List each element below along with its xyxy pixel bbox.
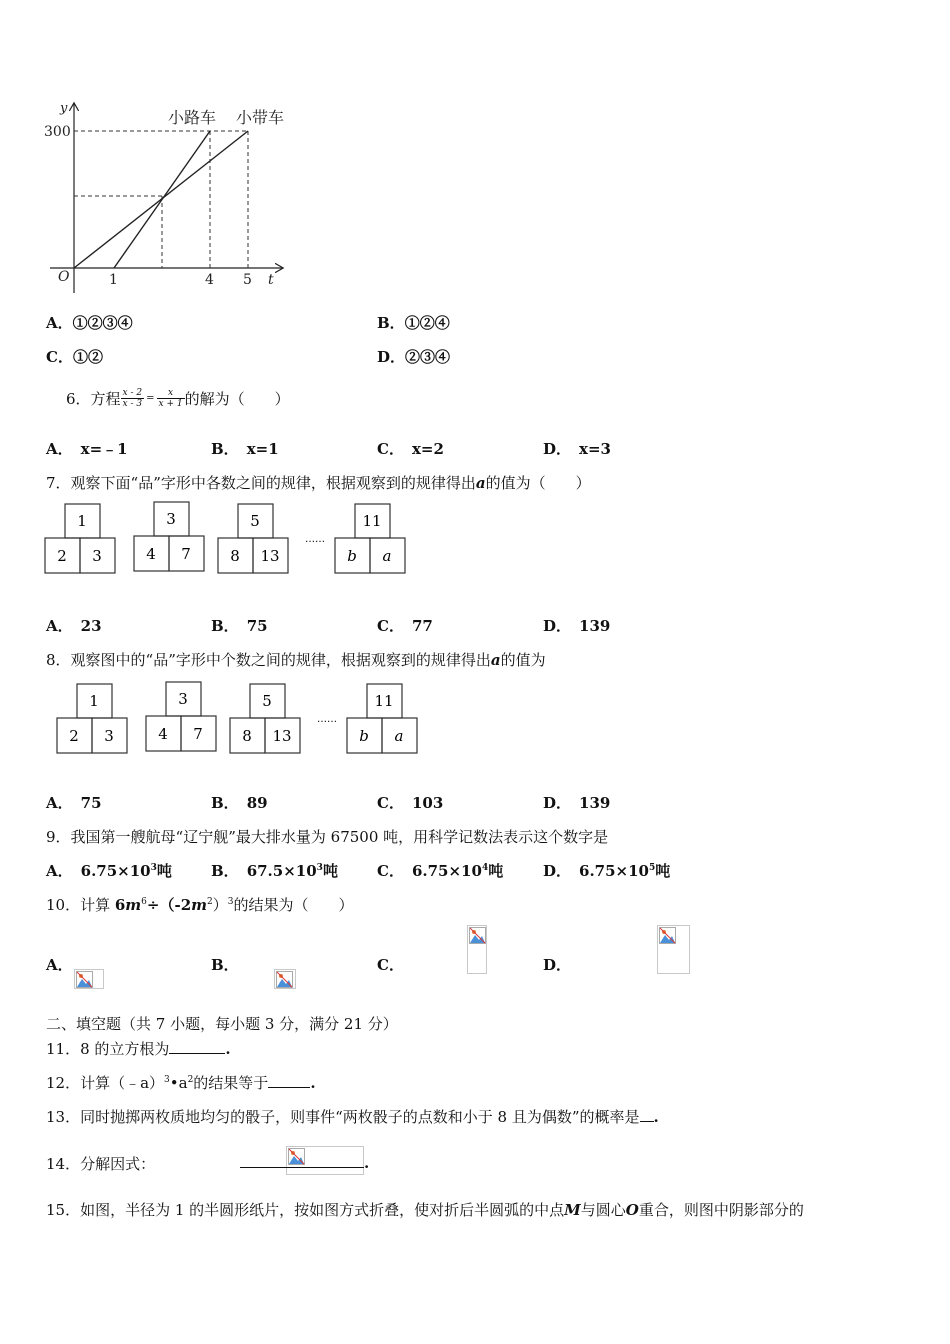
q5-option-a[interactable]: A．①②③④ <box>46 314 133 332</box>
y-tick-300: 300 <box>44 124 71 140</box>
q6-option-d[interactable]: D． x=3 <box>543 440 611 458</box>
svg-text:b: b <box>359 727 369 745</box>
q5-option-c[interactable]: C．①② <box>46 348 103 366</box>
svg-text:3: 3 <box>104 727 114 745</box>
svg-text:11: 11 <box>362 512 382 530</box>
pin-block-2 <box>146 682 216 751</box>
pin-block-2 <box>134 502 204 571</box>
svg-text:3: 3 <box>178 690 188 708</box>
svg-text:a: a <box>394 727 404 745</box>
section-heading: 二、填空题（共 7 小题，每小题 3 分，满分 21 分） <box>46 1015 398 1033</box>
q6-fraction-right: $\frac{x}{x + 1}$ <box>158 388 183 409</box>
q11-question: 11．8 的立方根为 . <box>46 1040 231 1058</box>
q7-pin-figure <box>44 500 424 580</box>
pin-block-1 <box>57 684 127 753</box>
speed-graph <box>40 98 300 298</box>
q13-question: 13．同时抛掷两枚质地均匀的骰子，则事件“两枚骰子的点数和小于 8 且为偶数”的概率是 . <box>46 1108 659 1126</box>
q8-question: 8．观察图中的“品”字形中个数之间的规律，根据观察到的规律得出a的值为 <box>46 651 546 669</box>
q6-option-a[interactable]: A． x=﹣1 <box>46 440 128 458</box>
pin-ellipsis: …… <box>317 714 337 725</box>
q9-option-b[interactable]: B． $67.5\times 10^3$吨 <box>211 862 338 880</box>
q8-pin-figure <box>56 680 436 760</box>
q7-option-d[interactable]: D． 139 <box>543 617 611 635</box>
q15-question: 15．如图，半径为 1 的半圆形纸片，按如图方式折叠，使对折后半圆弧的中点M与圆心O重合，则图中阴影部分的 <box>46 1201 804 1219</box>
x-tick-5: 5 <box>243 272 252 288</box>
svg-text:2: 2 <box>57 547 67 565</box>
q5-option-d[interactable]: D．②③④ <box>377 348 451 366</box>
svg-text:3: 3 <box>166 510 176 528</box>
svg-text:13: 13 <box>272 727 292 745</box>
label-road-car: 小路车 <box>168 108 217 127</box>
svg-text:a: a <box>382 547 392 565</box>
q8-option-a[interactable]: A． 75 <box>46 794 102 812</box>
svg-text:1: 1 <box>89 692 99 710</box>
q10-question: 10．计算 $6m^6\div(-2m^2)^3$的结果为（ ） <box>46 896 354 914</box>
svg-text:2: 2 <box>69 727 79 745</box>
pin-block-4 <box>347 684 417 753</box>
broken-image-icon <box>274 969 296 989</box>
q7-question: 7．观察下面“品”字形中各数之间的规律，根据观察到的规律得出a的值为（ ） <box>46 474 591 492</box>
q10-option-c[interactable]: C． <box>377 956 404 974</box>
q12-question: 12．计算$(﹣a)^3•a^2$的结果等于 . <box>46 1074 316 1092</box>
broken-image-icon <box>74 969 104 989</box>
q6-option-b[interactable]: B． x=1 <box>211 440 279 458</box>
q9-option-a[interactable]: A． $6.75\times 10^3$吨 <box>46 862 172 880</box>
origin-label: O <box>58 269 70 285</box>
label-belt-car: 小带车 <box>236 108 285 127</box>
svg-text:8: 8 <box>242 727 252 745</box>
svg-text:5: 5 <box>262 692 272 710</box>
svg-text:1: 1 <box>77 512 87 530</box>
q8-option-b[interactable]: B． 89 <box>211 794 268 812</box>
pin-block-1 <box>45 504 115 573</box>
x-axis-label: t <box>268 272 274 288</box>
q5-option-b[interactable]: B．①②④ <box>377 314 450 332</box>
pin-block-3 <box>230 684 300 753</box>
q6-question: 6．方程 $\frac{x - 2}{x - 3}$ = $\frac{x}{x + 1}$ 的解为（ ） <box>66 388 290 409</box>
q14-answer: . <box>240 1153 369 1172</box>
y-axis-label: y <box>60 101 68 116</box>
q10-option-b[interactable]: B． <box>211 956 239 974</box>
q9-option-d[interactable]: D． $6.75\times 10^5$吨 <box>543 862 671 880</box>
x-tick-1: 1 <box>109 272 118 288</box>
q6-fraction-left: $\frac{x - 2}{x - 3}$ <box>122 388 143 409</box>
q14-question: 14．分解因式： <box>46 1155 156 1173</box>
q10-option-a[interactable]: A． <box>46 956 73 974</box>
q12-answer-blank[interactable] <box>268 1073 310 1088</box>
q7-option-b[interactable]: B． 75 <box>211 617 268 635</box>
svg-text:4: 4 <box>158 725 168 743</box>
q9-question: 9．我国第一艘航母“辽宁舰”最大排水量为 67500 吨，用科学记数法表示这个数字是 <box>46 828 609 846</box>
q7-option-c[interactable]: C． 77 <box>377 617 433 635</box>
line-belt-car <box>74 131 248 268</box>
q7-option-a[interactable]: A． 23 <box>46 617 102 635</box>
svg-text:b: b <box>347 547 357 565</box>
pin-block-3 <box>218 504 288 573</box>
svg-text:13: 13 <box>260 547 280 565</box>
q8-option-c[interactable]: C． 103 <box>377 794 444 812</box>
svg-text:5: 5 <box>250 512 260 530</box>
q13-answer-blank[interactable] <box>640 1107 654 1122</box>
q8-option-d[interactable]: D． 139 <box>543 794 611 812</box>
q14-answer-blank[interactable] <box>240 1153 364 1168</box>
x-tick-4: 4 <box>205 272 214 288</box>
svg-text:3: 3 <box>92 547 102 565</box>
q9-option-c[interactable]: C． $6.75\times 10^4$吨 <box>377 862 504 880</box>
q10-option-d[interactable]: D． <box>543 956 572 974</box>
pin-block-4 <box>335 504 405 573</box>
svg-text:4: 4 <box>146 545 156 563</box>
broken-image-icon <box>467 925 487 974</box>
svg-text:7: 7 <box>181 545 191 563</box>
q6-option-c[interactable]: C． x=2 <box>377 440 444 458</box>
q11-answer-blank[interactable] <box>169 1039 225 1054</box>
pin-ellipsis: …… <box>305 534 325 545</box>
svg-text:7: 7 <box>193 725 203 743</box>
svg-text:11: 11 <box>374 692 394 710</box>
broken-image-icon <box>657 925 690 974</box>
svg-text:8: 8 <box>230 547 240 565</box>
